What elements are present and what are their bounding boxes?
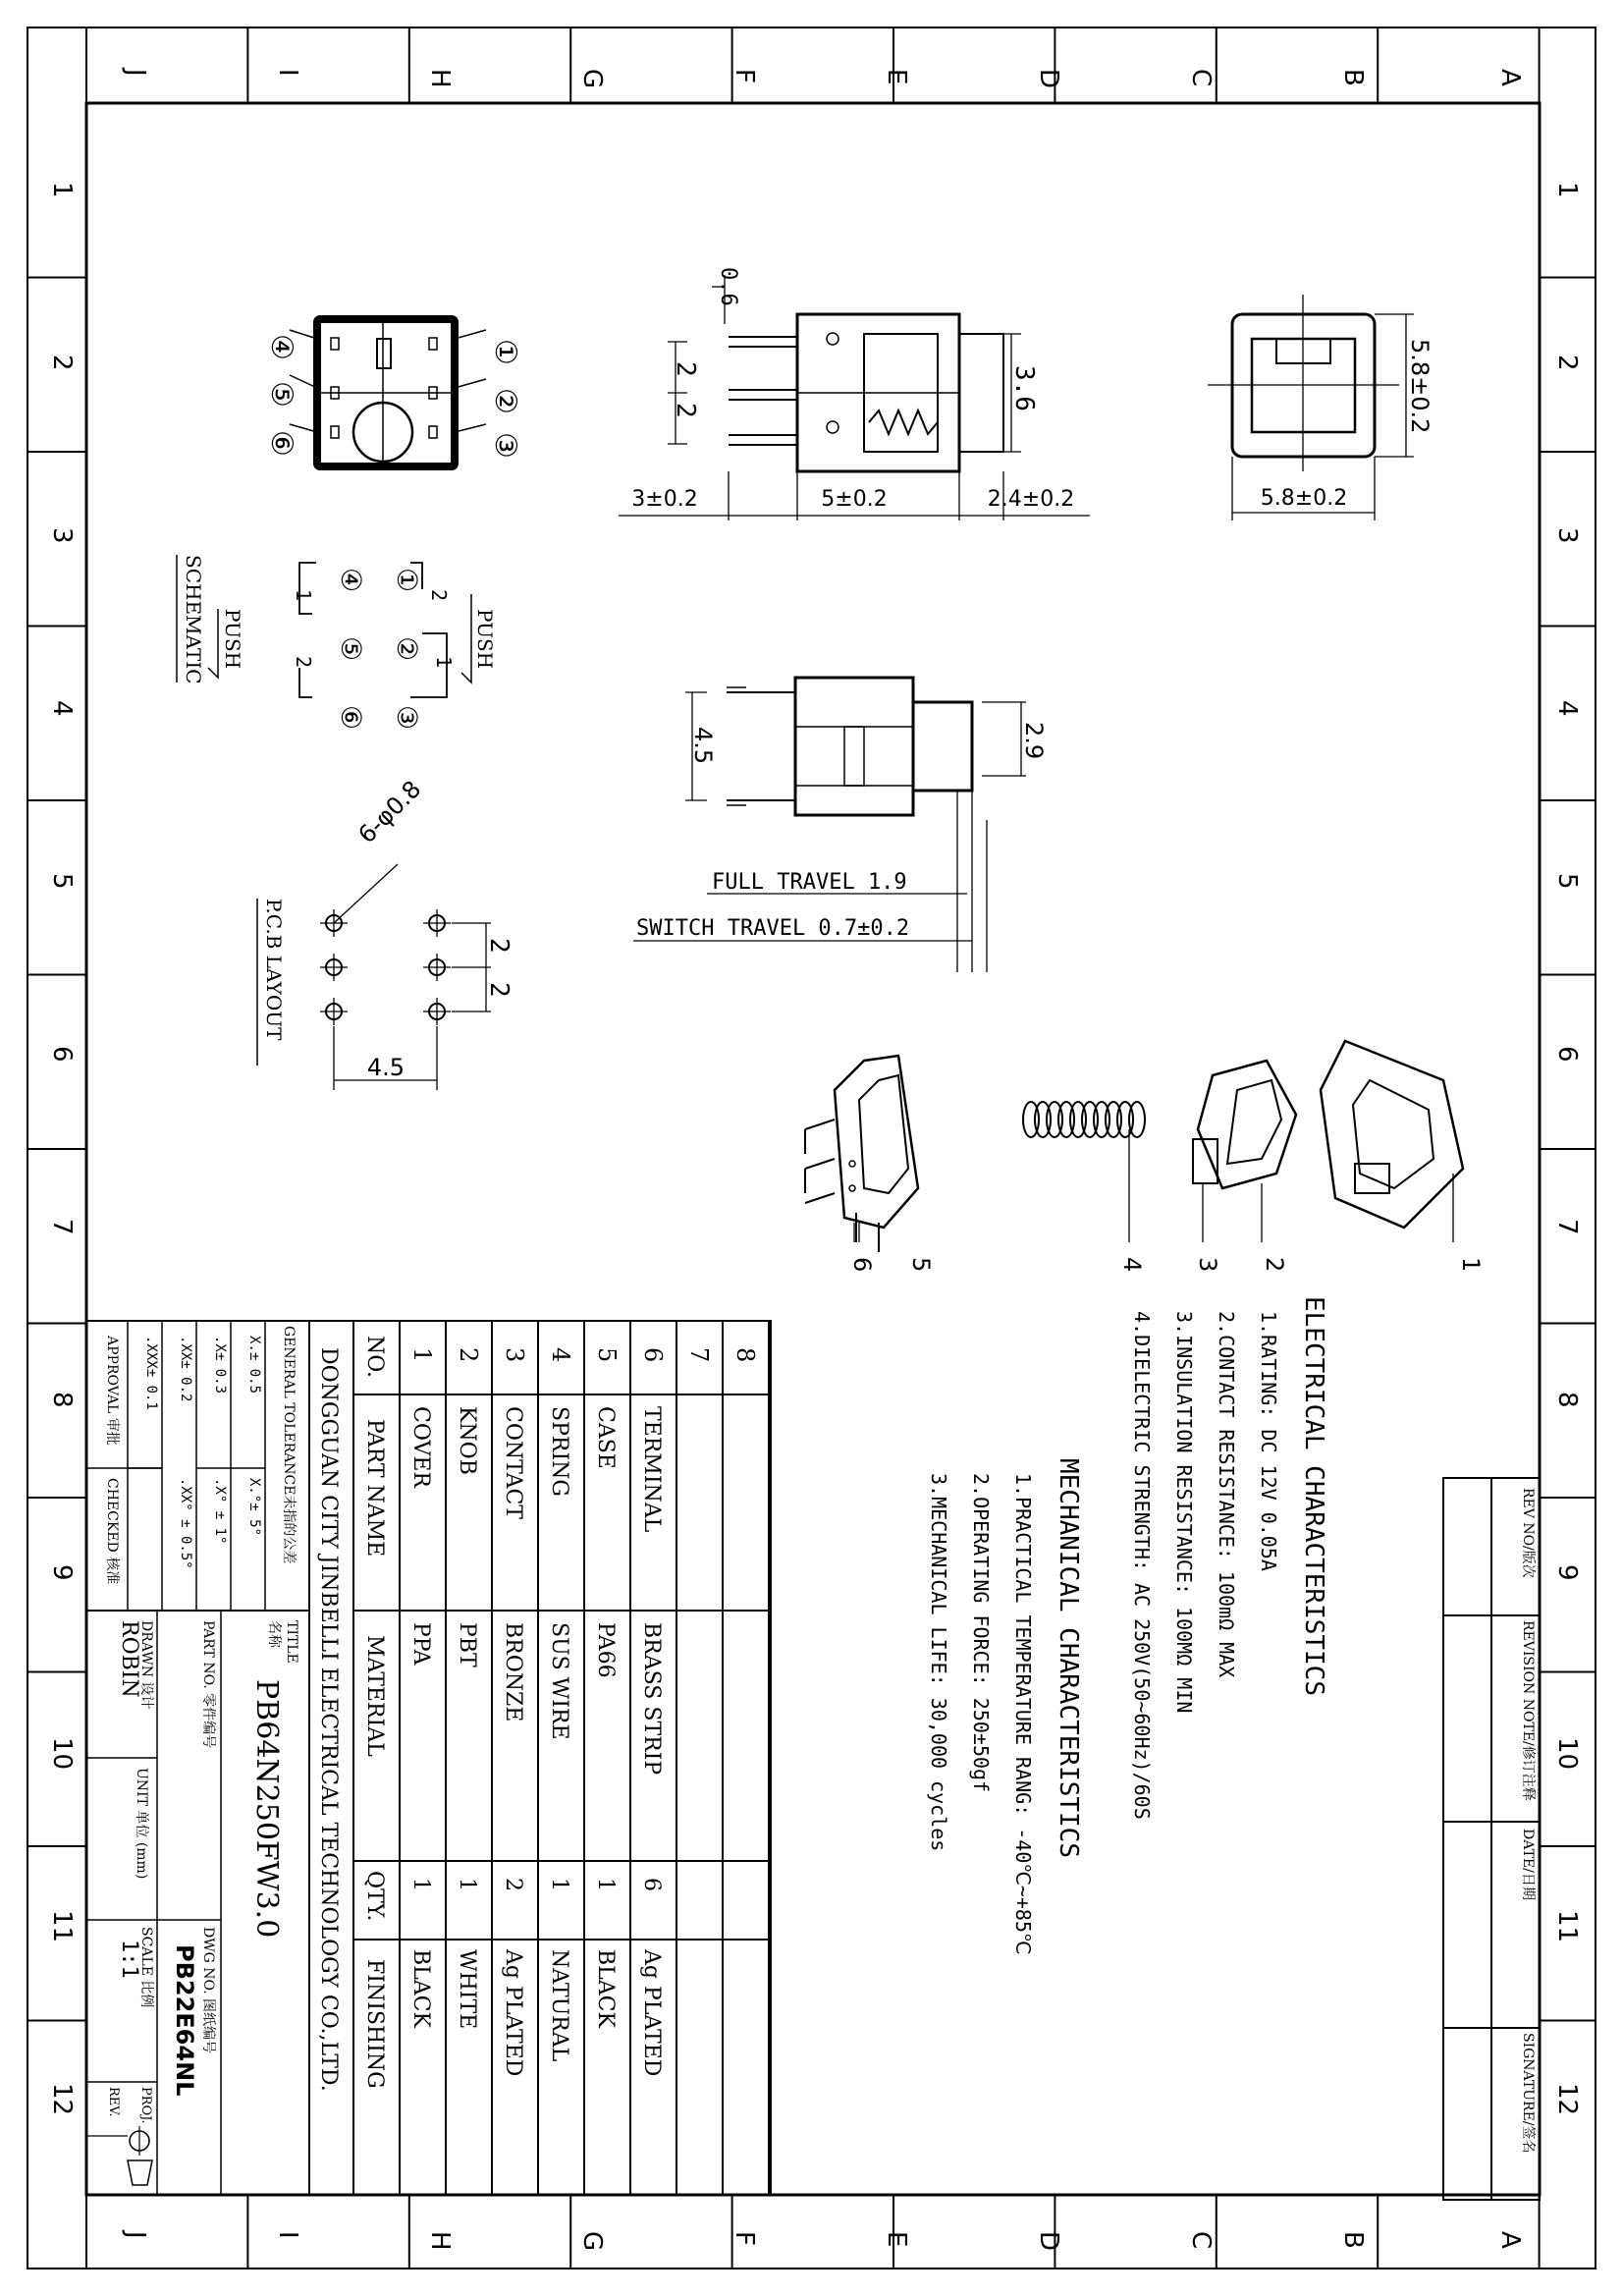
pin-number: ⑤ — [264, 381, 298, 408]
tolerance: X.°± 5° — [246, 1478, 262, 1537]
knob-iso — [1198, 1061, 1296, 1188]
rev-label: REV. — [106, 2087, 121, 2117]
leader — [455, 330, 486, 339]
zone-row-label: 6 — [47, 1046, 77, 1063]
pin-number: ③ — [488, 432, 522, 459]
bom-part-name: CONTACT — [501, 1406, 525, 1519]
approval-label: APPROVAL 审批 — [104, 1336, 120, 1446]
bom-material: SUS WIRE — [547, 1622, 571, 1740]
dimension: 4.5 — [689, 727, 717, 765]
mechanical-heading: MECHANICAL CHARACTERISTICS — [1054, 1458, 1083, 1858]
mechanical-item: 2.OPERATING FORCE: 250±50gf — [969, 1473, 993, 1793]
schematic-pin: ② — [391, 636, 423, 662]
revision-header: REV NO/版次 — [1520, 1488, 1536, 1578]
revision-header: DATE/日期 — [1520, 1829, 1536, 1900]
bom-finishing: Ag PLATED — [639, 1949, 664, 2077]
dimension: 3.6 — [1009, 365, 1039, 411]
side-hole — [827, 421, 839, 433]
bom-header: QTY. — [362, 1871, 387, 1922]
knob-slot — [377, 339, 391, 368]
leader — [334, 864, 398, 923]
bom-part-name: KNOB — [455, 1406, 479, 1475]
drawn-by: ROBIN — [117, 1620, 141, 1698]
push-label: PUSH — [221, 609, 244, 670]
title-label-cn: 名称 — [266, 1620, 282, 1648]
inner-frame — [86, 103, 1540, 2195]
part-title: PB64N250FW3.0 — [249, 1679, 284, 1939]
part-no-label: PART NO. 零件编号 — [200, 1620, 216, 1749]
zone-row-label: 1 — [1552, 182, 1582, 198]
case-dot — [849, 1185, 855, 1191]
pin-number: ⑥ — [264, 430, 298, 457]
dimension: 3±0.2 — [631, 487, 698, 512]
case-iso-inner — [859, 1075, 908, 1193]
zone-row-label: 11 — [1552, 1910, 1582, 1943]
zone-column-label: J — [121, 69, 150, 77]
push-label: PUSH — [473, 609, 497, 670]
front-view-slot — [844, 727, 864, 786]
electrical-heading: ELECTRICAL CHARACTERISTICS — [1299, 1296, 1328, 1696]
cover-iso-inner — [1353, 1080, 1434, 1188]
zone-column-label: B — [1338, 2231, 1368, 2249]
dimension: 5±0.2 — [821, 487, 888, 512]
terminal-iso — [805, 1193, 835, 1203]
part-balloon: 4 — [1118, 1257, 1146, 1273]
push-arrow — [461, 594, 471, 683]
tolerance: .X± 0.3 — [212, 1336, 228, 1394]
zone-column-label: A — [1495, 69, 1525, 86]
zone-row-label: 6 — [1552, 1046, 1582, 1063]
pcb-layout-title: P.C.B LAYOUT — [262, 899, 286, 1041]
bom-part-name: CASE — [593, 1406, 618, 1469]
leader — [455, 379, 486, 388]
dwg-no: PB22E64NL — [171, 1944, 198, 2097]
dimension: 2 — [671, 403, 700, 418]
cover-iso — [1321, 1041, 1463, 1228]
zone-column-label: G — [577, 2231, 607, 2252]
checked-label: CHECKED 核准 — [104, 1478, 120, 1585]
pin-number: ④ — [264, 334, 298, 360]
terminal-iso — [805, 1120, 835, 1129]
zone-row-label: 8 — [47, 1392, 77, 1408]
proj-label: PROJ. — [138, 2087, 153, 2124]
zone-column-label: H — [425, 69, 455, 88]
zone-column-label: F — [730, 2231, 759, 2246]
bom-qty: 1 — [455, 1878, 479, 1891]
front-view-body — [795, 678, 913, 815]
revision-header: SIGNATURE/签名 — [1520, 2033, 1536, 2154]
push-arrow — [208, 609, 218, 678]
dimension: 2.4±0.2 — [987, 487, 1075, 512]
pin-number: ② — [488, 388, 522, 414]
title-label: TITLE — [284, 1620, 299, 1664]
tolerance: .X° ± 1° — [212, 1478, 228, 1545]
electrical-item: 1.RATING: DC 12V 0.05A — [1257, 1311, 1280, 1571]
tolerance: .XX° ± 0.5° — [178, 1478, 193, 1569]
bom-material: BRASS STRIP — [639, 1622, 664, 1776]
bom-finishing: BLACK — [408, 1949, 433, 2028]
full-travel: FULL TRAVEL 1.9 — [712, 870, 907, 895]
zone-row-label: 4 — [1552, 700, 1582, 717]
bom-no: 2 — [455, 1347, 482, 1363]
zone-column-label: C — [1186, 2231, 1216, 2250]
knob-iso-inner — [1227, 1080, 1281, 1164]
dimension: 5.8±0.2 — [1260, 486, 1348, 511]
schematic-title: SCHEMATIC — [182, 555, 205, 684]
zone-row-label: 1 — [47, 182, 77, 198]
pin-pad — [331, 338, 339, 350]
spring-coil — [1129, 1102, 1145, 1137]
zone-column-label: C — [1186, 69, 1216, 87]
dimension: 2 — [671, 361, 700, 377]
zone-row-label: 9 — [47, 1564, 77, 1581]
schematic-pin: ⑤ — [335, 636, 367, 662]
revision-header: REVISION NOTE/修订注释 — [1520, 1620, 1536, 1801]
schematic-contact-label: 1 — [432, 656, 456, 669]
zone-row-label: 10 — [1552, 1737, 1582, 1771]
zone-row-label: 3 — [1552, 527, 1582, 544]
zone-row-label: 5 — [47, 873, 77, 890]
side-hole — [827, 333, 839, 345]
front-view-knob — [913, 702, 972, 791]
schematic-pin: ④ — [335, 568, 367, 593]
dimension: 2.9 — [1020, 722, 1048, 760]
tolerance: .XXX± 0.1 — [143, 1336, 159, 1410]
unit-label: UNIT 单位 (mm) — [134, 1768, 149, 1880]
zone-column-label: H — [425, 2231, 455, 2251]
pin-pad — [429, 426, 437, 438]
zone-row-label: 5 — [1552, 873, 1582, 890]
mechanical-item: 3.MECHANICAL LIFE: 30,000 cycles — [927, 1473, 950, 1852]
bom-qty: 6 — [639, 1878, 664, 1891]
bom-material: PBT — [455, 1622, 479, 1667]
bom-part-name: COVER — [408, 1406, 433, 1488]
electrical-item: 4.DIELECTRIC STRENGTH: AC 250V(50~60Hz)/60S — [1130, 1311, 1154, 1820]
schematic-pin: ③ — [391, 705, 423, 731]
bom-part-name: SPRING — [547, 1406, 571, 1497]
schematic-pin: ⑥ — [335, 705, 367, 731]
zone-row-label: 11 — [47, 1910, 77, 1943]
zone-column-label: E — [882, 69, 911, 85]
zone-column-label: G — [577, 69, 607, 89]
schematic-contact-label: 1 — [292, 589, 315, 602]
schematic-contact-label: 2 — [427, 589, 451, 602]
schematic-wire — [299, 563, 316, 614]
pin-number: ① — [488, 339, 522, 365]
pcb-dimension: 2 — [484, 938, 514, 954]
zone-column-label: D — [1034, 69, 1063, 89]
zone-row-label: 12 — [47, 2083, 77, 2116]
terminal-iso — [805, 1159, 835, 1169]
pcb-dimension: 2 — [484, 982, 514, 998]
zone-column-label: B — [1338, 69, 1368, 86]
bom-material: PPA — [408, 1622, 433, 1666]
tolerance: X.± 0.5 — [246, 1336, 262, 1394]
mechanical-item: 1.PRACTICAL TEMPERATURE RANG: -40℃~+85℃ — [1011, 1473, 1035, 1955]
bom-qty: 1 — [547, 1878, 571, 1891]
part-balloon: 3 — [1194, 1257, 1221, 1273]
pin-pad — [429, 338, 437, 350]
tolerance-heading: GENERAL TOLERANCE未指的公差 — [281, 1326, 297, 1564]
spring-zigzag — [869, 410, 938, 434]
drawn-label: DRAWN 设计 — [138, 1620, 154, 1710]
bom-no: 1 — [408, 1347, 436, 1363]
dimension: 0.6 — [716, 267, 740, 306]
bom-qty: 1 — [408, 1878, 433, 1891]
case-dot — [849, 1161, 855, 1167]
bom-material: BRONZE — [501, 1622, 525, 1722]
zone-column-label: J — [121, 2231, 150, 2239]
zone-row-label: 3 — [47, 527, 77, 544]
zone-row-label: 12 — [1552, 2083, 1582, 2116]
electrical-item: 3.INSULATION RESISTANCE: 100MΩ MIN — [1172, 1311, 1196, 1714]
zone-column-label: I — [273, 2231, 302, 2239]
tolerance: .XX± 0.2 — [178, 1336, 193, 1402]
schematic-wire — [299, 668, 312, 697]
bom-no: 7 — [685, 1347, 713, 1363]
bom-header: PART NAME — [362, 1419, 387, 1558]
zone-row-label: 8 — [1552, 1392, 1582, 1408]
zone-row-label: 4 — [47, 700, 77, 717]
bom-part-name: TERMINAL — [639, 1406, 664, 1533]
bom-finishing: BLACK — [593, 1949, 618, 2028]
bom-no: 5 — [593, 1347, 621, 1363]
side-view-knob — [959, 334, 1003, 452]
bom-finishing: NATURAL — [547, 1949, 571, 2062]
dimension: 5.8±0.2 — [1406, 339, 1434, 434]
pcb-dimension: 4.5 — [366, 1054, 406, 1081]
bom-finishing: Ag PLATED — [501, 1949, 525, 2077]
zone-column-label: F — [730, 69, 759, 83]
zone-row-label: 2 — [47, 355, 77, 371]
switch-travel: SWITCH TRAVEL 0.7±0.2 — [636, 916, 910, 941]
part-balloon: 1 — [1457, 1257, 1485, 1273]
electrical-item: 2.CONTACT RESISTANCE: 100mΩ MAX — [1215, 1311, 1238, 1678]
schematic-contact-label: 2 — [292, 656, 315, 669]
zone-row-label: 7 — [1552, 1219, 1582, 1235]
zone-row-label: 10 — [47, 1737, 77, 1771]
bom-finishing: WHITE — [455, 1949, 479, 2030]
zone-column-label: A — [1495, 2231, 1525, 2249]
dwg-no-label: DWG NO. 图纸编号 — [200, 1927, 216, 2054]
schematic-pin: ① — [391, 568, 423, 593]
leader — [455, 424, 486, 432]
zone-column-label: E — [882, 2231, 911, 2248]
bom-qty: 1 — [593, 1878, 618, 1891]
bom-qty: 2 — [501, 1878, 525, 1891]
scale-label: SCALE 比例 — [138, 1927, 154, 2008]
bom-header: NO. — [362, 1336, 387, 1378]
bom-material: PA66 — [593, 1622, 618, 1678]
scale-value: 1:1 — [117, 1940, 141, 1979]
hole-callout: 6-φ0.8 — [352, 775, 427, 849]
bom-header: MATERIAL — [362, 1635, 387, 1757]
bom-no: 6 — [639, 1347, 667, 1363]
zone-column-label: D — [1034, 2231, 1063, 2252]
zone-row-label: 2 — [1552, 355, 1582, 371]
pin-pad — [331, 426, 339, 438]
projection-symbol — [128, 2160, 152, 2185]
company-name: DONGGUAN CITY JINBELLI ELECTRICAL TECHNOLOGY CO.,LTD. — [316, 1347, 341, 2092]
bom-no: 4 — [547, 1347, 574, 1363]
bom-no: 8 — [731, 1347, 759, 1363]
part-balloon: 6 — [848, 1257, 876, 1273]
zone-column-label: I — [273, 69, 302, 77]
zone-row-label: 9 — [1552, 1564, 1582, 1581]
part-balloon: 5 — [907, 1257, 935, 1273]
bom-header: FINISHING — [362, 1959, 387, 2089]
zone-row-label: 7 — [47, 1219, 77, 1235]
bom-no: 3 — [501, 1347, 528, 1363]
part-balloon: 2 — [1261, 1257, 1288, 1273]
